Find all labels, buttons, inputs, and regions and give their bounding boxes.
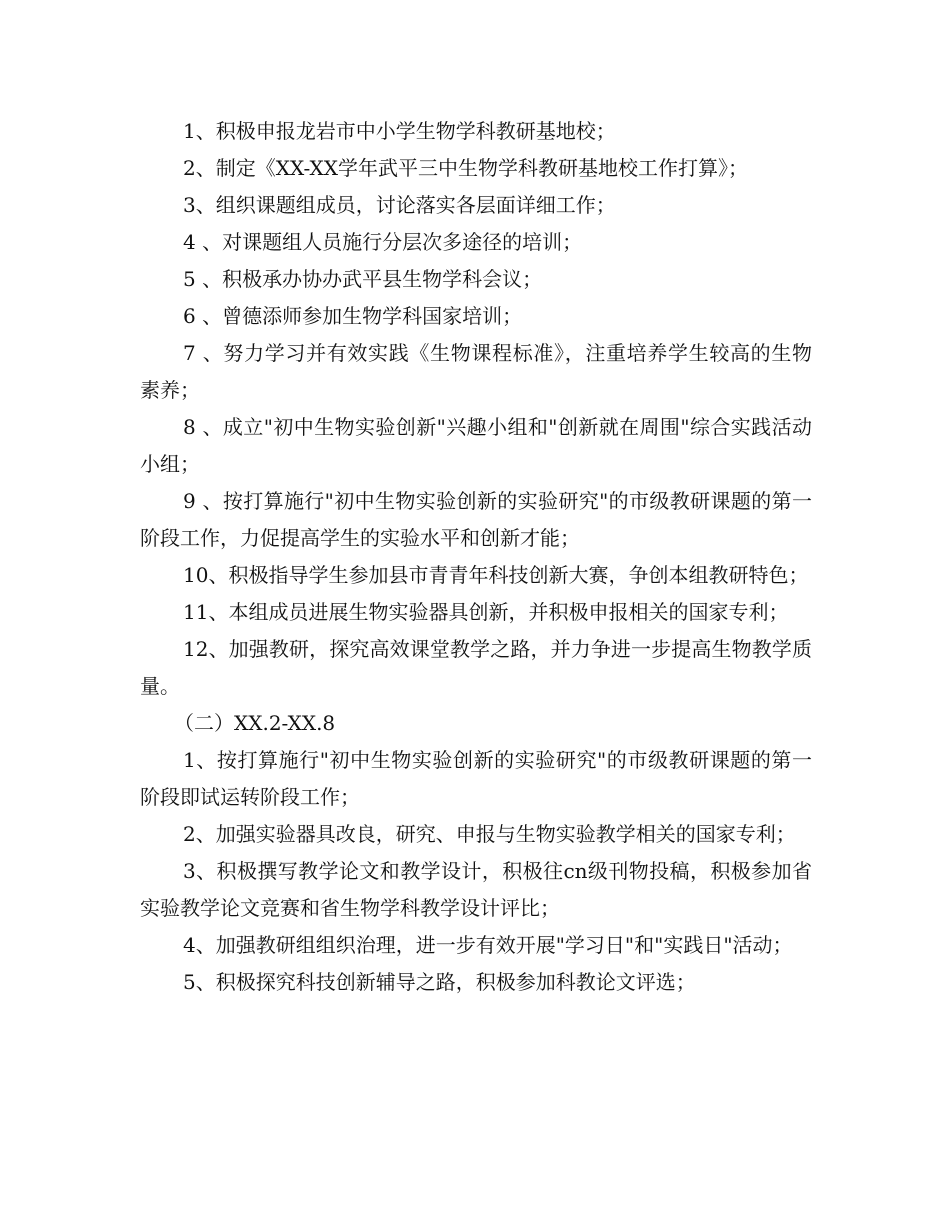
list-item: 4 、对课题组人员施行分层次多途径的培训；: [183, 230, 583, 254]
list-item: 10、积极指导学生参加县市青青年科技创新大赛，争创本组教研特色；: [183, 563, 809, 587]
list-item: 3、积极撰写教学论文和教学设计，积极往cn级刊物投稿，积极参加省实验教学论文竞赛和省生物学科教学设计评比；: [140, 859, 812, 920]
section-heading: （二）XX.2-XX.8: [174, 711, 336, 735]
list-item: 9 、按打算施行"初中生物实验创新的实验研究"的市级教研课题的第一阶段工作，力促提高学生的实验水平和创新才能；: [140, 489, 812, 550]
list-item: 12、加强教研，探究高效课堂教学之路，并力争进一步提高生物教学质量。: [140, 637, 812, 698]
list-item: 3、组织课题组成员，讨论落实各层面详细工作；: [183, 193, 616, 217]
list-item: 5 、积极承办协办武平县生物学科会议；: [183, 267, 543, 291]
list-item: 11、本组成员进展生物实验器具创新，并积极申报相关的国家专利；: [183, 600, 789, 624]
list-item: 4、加强教研组组织治理，进一步有效开展"学习日"和"实践日"活动；: [183, 933, 793, 957]
list-item: 1、积极申报龙岩市中小学生物学科教研基地校；: [183, 119, 616, 143]
list-item: 7 、努力学习并有效实践《生物课程标准》，注重培养学生较高的生物素养；: [140, 341, 812, 402]
list-item: 2、制定《XX-XX学年武平三中生物学科教研基地校工作打算》；: [183, 156, 749, 180]
list-item: 2、加强实验器具改良，研究、申报与生物实验教学相关的国家专利；: [183, 822, 796, 846]
list-item: 6 、曾德添师参加生物学科国家培训；: [183, 304, 523, 328]
list-item: 8 、成立"初中生物实验创新"兴趣小组和"创新就在周围"综合实践活动小组；: [140, 415, 812, 476]
list-item: 5、积极探究科技创新辅导之路，积极参加科教论文评选；: [183, 970, 696, 994]
document-body: [140, 113, 812, 1001]
list-item: 1、按打算施行"初中生物实验创新的实验研究"的市级教研课题的第一阶段即试运转阶段工作；: [140, 748, 812, 809]
